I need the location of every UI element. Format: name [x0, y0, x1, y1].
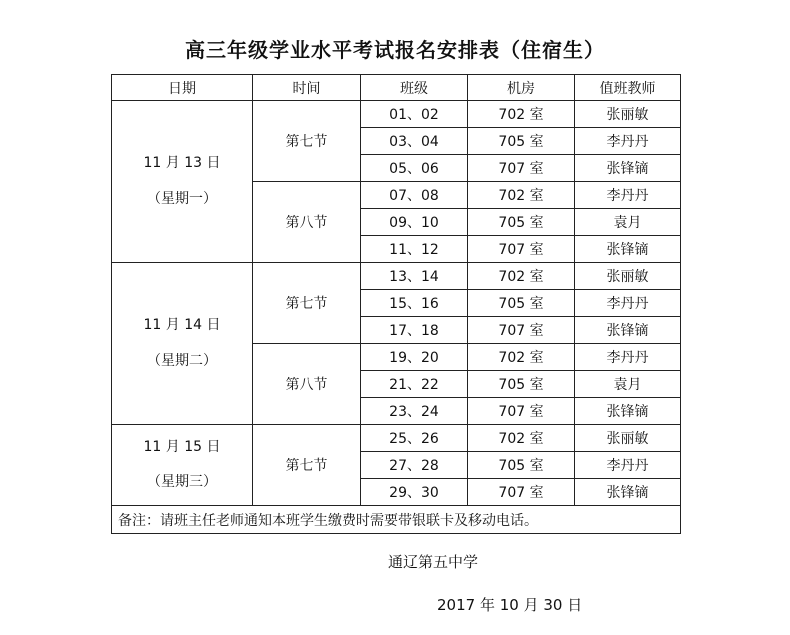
class-cell: 11、12: [361, 236, 468, 263]
date-spacer: [112, 173, 252, 191]
teacher-cell: 张锋镝: [575, 236, 681, 263]
teacher-cell: 张丽敏: [575, 425, 681, 452]
teacher-cell: 李丹丹: [575, 182, 681, 209]
teacher-cell: 李丹丹: [575, 344, 681, 371]
class-cell: 05、06: [361, 155, 468, 182]
class-cell: 03、04: [361, 128, 468, 155]
teacher-cell: 张锋镝: [575, 317, 681, 344]
room-cell: 707 室: [468, 236, 575, 263]
room-cell: 707 室: [468, 155, 575, 182]
class-cell: 09、10: [361, 209, 468, 236]
teacher-cell: 袁月: [575, 209, 681, 236]
document-title: 高三年级学业水平考试报名安排表（住宿生）: [185, 38, 605, 62]
class-cell: 21、22: [361, 371, 468, 398]
header-teacher: 值班教师: [575, 75, 681, 101]
table-header-row: [112, 75, 681, 101]
teacher-cell: 张锋镝: [575, 155, 681, 182]
period-cell: 第八节: [253, 182, 361, 263]
room-cell: 705 室: [468, 371, 575, 398]
period-cell: 第七节: [253, 101, 361, 182]
class-cell: 15、16: [361, 290, 468, 317]
room-cell: 707 室: [468, 317, 575, 344]
table-row: [112, 101, 681, 128]
room-cell: 702 室: [468, 344, 575, 371]
sign-date: 2017 年 10 月 30 日: [437, 596, 583, 614]
class-cell: 29、30: [361, 479, 468, 506]
date-label: 11 月 14 日: [143, 317, 221, 333]
class-cell: 25、26: [361, 425, 468, 452]
room-cell: 707 室: [468, 398, 575, 425]
table-row: [112, 263, 681, 290]
date-spacer: [112, 456, 252, 474]
room-cell: 705 室: [468, 209, 575, 236]
period-cell: 第八节: [253, 344, 361, 425]
room-cell: 702 室: [468, 101, 575, 128]
date-cell: [112, 263, 253, 425]
table-row: [112, 425, 681, 452]
schedule-table: [111, 74, 681, 534]
room-cell: 702 室: [468, 263, 575, 290]
room-cell: 702 室: [468, 425, 575, 452]
date-cell: [112, 425, 253, 506]
room-cell: 705 室: [468, 128, 575, 155]
date-label: 11 月 15 日: [143, 438, 221, 455]
room-cell: 707 室: [468, 479, 575, 506]
header-date: 日期: [112, 75, 253, 101]
date-cell: [112, 101, 253, 263]
weekday-label: （星期三）: [147, 474, 217, 490]
teacher-cell: 李丹丹: [575, 128, 681, 155]
class-cell: 13、14: [361, 263, 468, 290]
teacher-cell: 张锋镝: [575, 398, 681, 425]
class-cell: 01、02: [361, 101, 468, 128]
teacher-cell: 张丽敏: [575, 101, 681, 128]
period-cell: 第七节: [253, 263, 361, 344]
class-cell: 23、24: [361, 398, 468, 425]
class-cell: 27、28: [361, 452, 468, 479]
header-time: 时间: [253, 75, 361, 101]
weekday-label: （星期一）: [147, 190, 217, 207]
school-name: 通辽第五中学: [388, 553, 479, 571]
period-cell: 第七节: [253, 425, 361, 506]
weekday-label: （星期二）: [147, 352, 217, 369]
teacher-cell: 张锋镝: [575, 479, 681, 506]
teacher-cell: 袁月: [575, 371, 681, 398]
note-row: [112, 506, 681, 534]
teacher-cell: 张丽敏: [575, 263, 681, 290]
teacher-cell: 李丹丹: [575, 452, 681, 479]
schedule-body: [112, 101, 681, 506]
header-room: 机房: [468, 75, 575, 101]
room-cell: 702 室: [468, 182, 575, 209]
room-cell: 705 室: [468, 452, 575, 479]
class-cell: 07、08: [361, 182, 468, 209]
header-class: 班级: [361, 75, 468, 101]
date-spacer: [112, 335, 252, 353]
date-label: 11 月 13 日: [143, 155, 221, 171]
teacher-cell: 李丹丹: [575, 290, 681, 317]
class-cell: 17、18: [361, 317, 468, 344]
class-cell: 19、20: [361, 344, 468, 371]
room-cell: 705 室: [468, 290, 575, 317]
note-text: 备注：请班主任老师通知本班学生缴费时需要带银联卡及移动电话。: [112, 506, 681, 534]
